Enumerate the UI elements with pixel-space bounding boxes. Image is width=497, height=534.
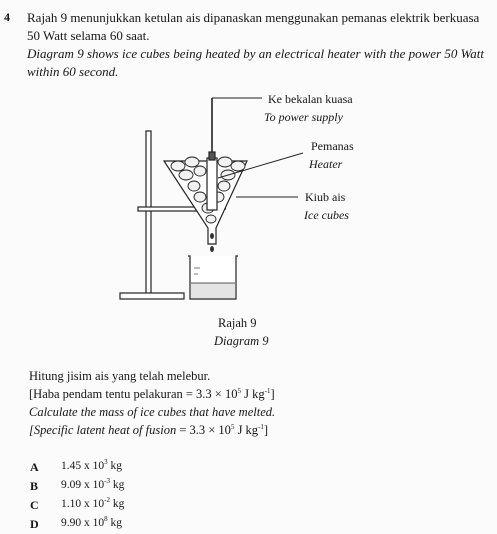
diagram-caption-malay: Rajah 9 — [218, 316, 257, 330]
option-b-value[interactable]: 9.09 x $10^{-3}$ kg — [61, 477, 125, 491]
option-b-letter[interactable]: B — [30, 479, 39, 493]
question-stem-malay-line2: 50 Watt selama 60 saat. — [27, 28, 150, 43]
option-c-letter[interactable]: C — [30, 498, 39, 512]
option-d-value[interactable]: 9.90 x $10^8$ kg — [61, 515, 122, 529]
latent-heat-info-english: [Specific latent heat of fusion = $3.3 \times 10^5$ J $kg^{-1}$] — [29, 422, 269, 437]
prompt-malay: Hitung jisim ais yang telah melebur. — [29, 369, 211, 383]
beaker — [188, 256, 238, 299]
option-d-letter[interactable]: D — [30, 517, 39, 531]
label-heater-malay: Pemanas — [311, 139, 354, 153]
question-stem-malay-line1: Rajah 9 menunjukkan ketulan ais dipanaskan menggunakan pemanas elektrik berkuasa — [27, 10, 480, 25]
question-stem-english-line2: within 60 second. — [27, 64, 119, 79]
option-c-value[interactable]: 1.10 x $10^{-2}$ kg — [61, 496, 125, 510]
heater — [207, 98, 217, 210]
question-number: 4 — [4, 10, 10, 24]
label-ice-cubes-english: Ice cubes — [304, 208, 349, 222]
option-a-value[interactable]: 1.45 x $10^3$ kg — [61, 458, 122, 472]
label-power-supply-english: To power supply — [264, 110, 343, 124]
label-ice-cubes-malay: Kiub ais — [305, 190, 346, 204]
diagram-caption-english: Diagram 9 — [214, 334, 269, 348]
latent-heat-info-malay: [Haba pendam tentu pelakuran = $3.3 \times 10^5$ J $kg^{-1}$] — [29, 386, 275, 401]
label-power-supply-malay: Ke bekalan kuasa — [268, 92, 353, 106]
prompt-english: Calculate the mass of ice cubes that have melted. — [29, 405, 276, 419]
option-a-letter[interactable]: A — [30, 460, 39, 474]
question-stem-english-line1: Diagram 9 shows ice cubes being heated by an electrical heater with the power 50 Watt — [27, 46, 484, 61]
label-heater-english: Heater — [309, 157, 343, 171]
